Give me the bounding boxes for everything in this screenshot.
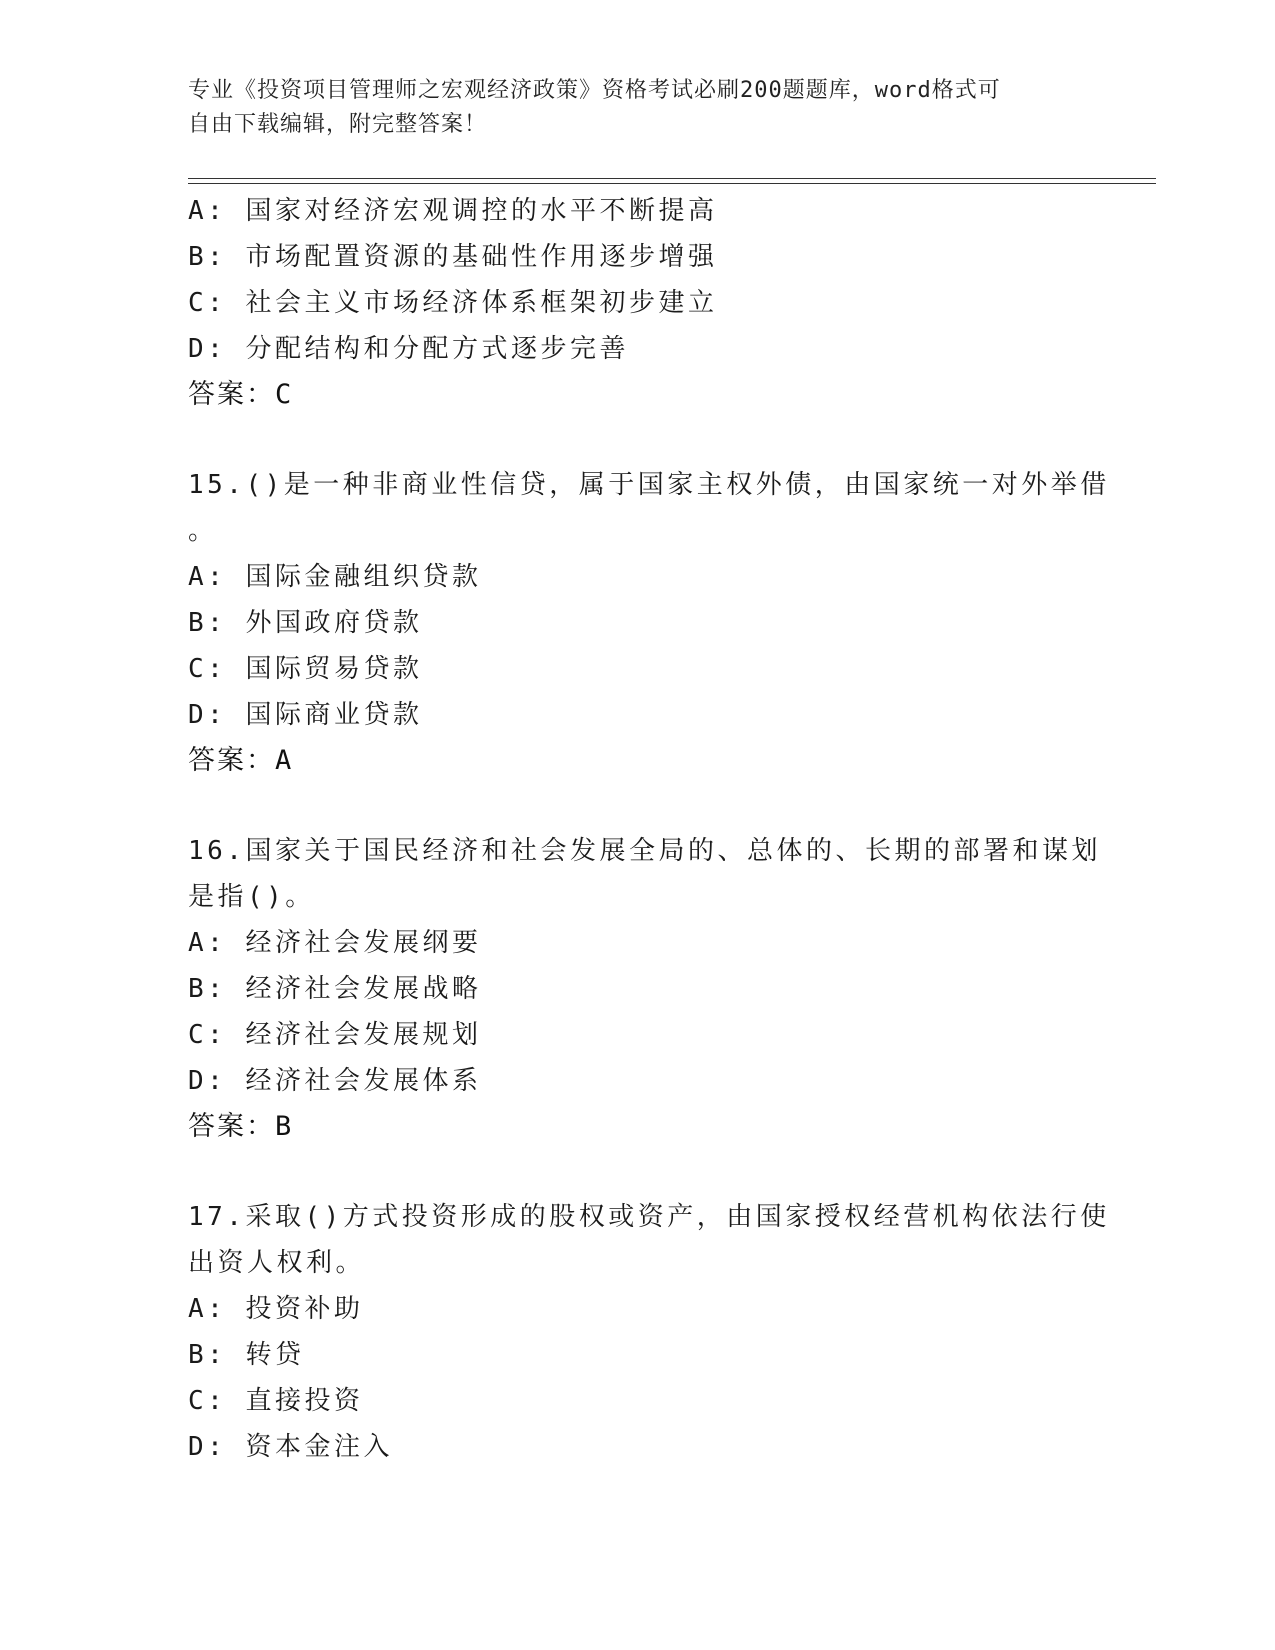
option-d: D: 分配结构和分配方式逐步完善 [188, 334, 629, 364]
answer: 答案：A [188, 745, 294, 776]
answer: 答案：C [188, 379, 294, 410]
option-a: A: 经济社会发展纲要 [188, 928, 482, 958]
option-c: C: 国际贸易贷款 [188, 654, 423, 684]
option-c: C: 经济社会发展规划 [188, 1020, 482, 1050]
question-text-line-2: 出资人权利。 [188, 1248, 366, 1278]
option-d: D: 国际商业贷款 [188, 700, 423, 730]
option-c: C: 直接投资 [188, 1386, 364, 1416]
question-block-16 [188, 828, 1101, 1150]
document-header [188, 74, 1088, 142]
question-block-14 [188, 188, 1088, 418]
question-block-17 [188, 1194, 1110, 1470]
question-list [188, 188, 1110, 1470]
option-d: D: 资本金注入 [188, 1432, 393, 1462]
question-text-line-2: 。 [188, 516, 218, 546]
option-d: D: 经济社会发展体系 [188, 1066, 482, 1096]
header-divider-bottom [188, 183, 1156, 184]
option-a: A: 投资补助 [188, 1294, 364, 1324]
header-line-2: 自由下载编辑，附完整答案！ [188, 112, 488, 137]
option-b: B: 转贷 [188, 1340, 305, 1370]
header-divider-top [188, 178, 1156, 179]
question-text-line-1: 16.国家关于国民经济和社会发展全局的、总体的、长期的部署和谋划 [188, 836, 1101, 866]
header-line-1: 专业《投资项目管理师之宏观经济政策》资格考试必刷200题题库，word格式可 [188, 78, 1001, 103]
option-c: C: 社会主义市场经济体系框架初步建立 [188, 288, 718, 318]
option-b: B: 外国政府贷款 [188, 608, 423, 638]
option-a: A: 国家对经济宏观调控的水平不断提高 [188, 196, 718, 226]
question-block-15 [188, 462, 1110, 784]
question-text-line-1: 15.()是一种非商业性信贷，属于国家主权外债，由国家统一对外举借 [188, 470, 1110, 500]
answer: 答案：B [188, 1111, 294, 1142]
option-b: B: 经济社会发展战略 [188, 974, 482, 1004]
question-text-line-1: 17.采取()方式投资形成的股权或资产，由国家授权经营机构依法行使 [188, 1202, 1110, 1232]
question-text-line-2: 是指()。 [188, 882, 315, 912]
option-a: A: 国际金融组织贷款 [188, 562, 482, 592]
option-b: B: 市场配置资源的基础性作用逐步增强 [188, 242, 718, 272]
